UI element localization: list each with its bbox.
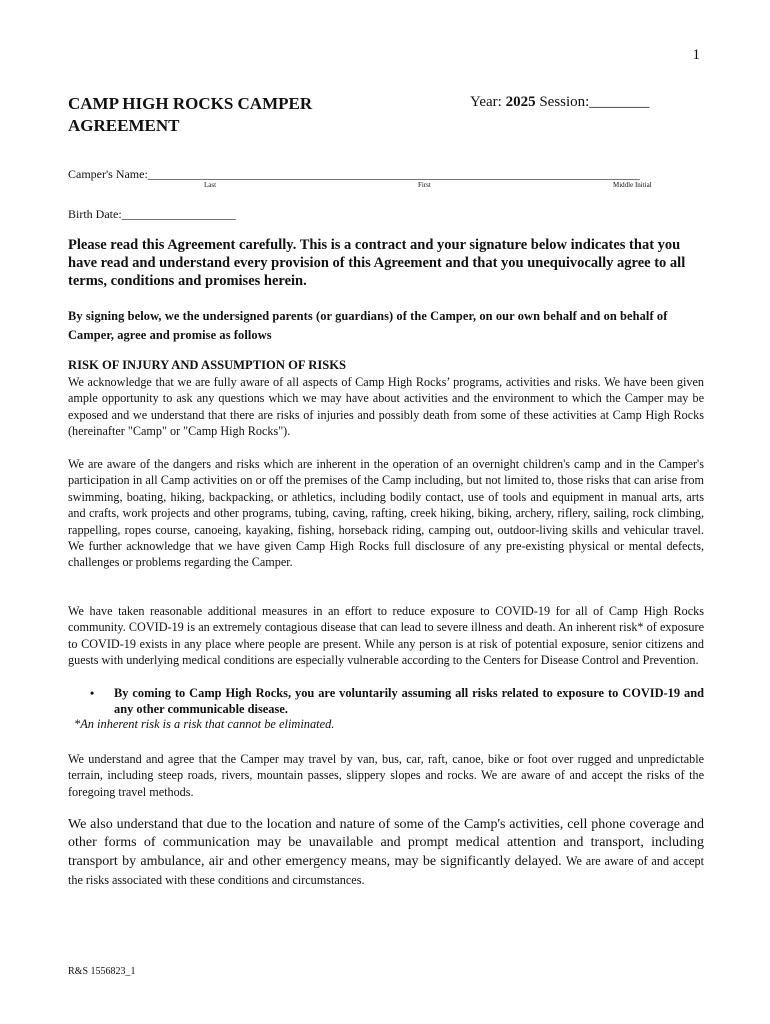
footnote-inherent-risk: *An inherent risk is a risk that cannot be eliminated. <box>74 717 335 731</box>
section-heading-risk: RISK OF INJURY AND ASSUMPTION OF RISKS <box>68 358 347 372</box>
paragraph-communication <box>68 816 704 890</box>
bullet-text: By coming to Camp High Rocks, you are voluntarily assuming all risks related to exposure to COVID-19 and any other communicable disease. <box>114 686 704 716</box>
session-field: Session:________ <box>539 94 650 110</box>
document-title: CAMP HIGH ROCKS CAMPER AGREEMENT <box>68 94 313 135</box>
paragraph-communication-tail: We are aware of and accept the risks associated with these conditions and circumstances. <box>68 854 704 887</box>
camper-name-field: Camper's Name:__________________________________________________________________________________ <box>68 167 640 181</box>
sublabel-middle-initial: Middle Initial <box>613 181 652 189</box>
paragraph-dangers: We are aware of the dangers and risks which are inherent in the operation of an overnight children's camp and in the Camper's participation in all Camp activities on or off the premises of the Camp including, but not limited to, those risks that can arise from swimming, boating, hiking, backpacking, or athletics, including bodily contact, use of tools and equipment in manual arts, arts and crafts, work projects and other programs, tubing, caving, rafting, creek hiking, biking, archery, riflery, sailing, rock climbing, rappelling, ropes course, canoeing, kayaking, fishing, horseback riding, camping out, outdoor-living skills and vehicular travel. We further acknowledge that we have given Camp High Rocks full disclosure of any pre-existing physical or mental defects, challenges or problems regarding the Camper. <box>68 457 704 570</box>
paragraph-acknowledgement: We acknowledge that we are fully aware of all aspects of Camp High Rocks’ programs, activities and risks. We have been given ample opportunity to ask any questions which we may have about activities and the environment to which the Camper may be exposed and we understand that there are risks of injuries and possibly death from some of these activities at Camp High Rocks (hereinafter "Camp" or "Camp High Rocks"). <box>68 375 704 439</box>
bullet-icon: • <box>90 686 95 700</box>
signing-statement: By signing below, we the undersigned parents (or guardians) of the Camper, on our own behalf and on behalf of Camper, agree and promise as follows <box>68 309 668 342</box>
footer-document-code: R&S 1556823_1 <box>68 966 136 977</box>
paragraph-travel: We understand and agree that the Camper may travel by van, bus, car, raft, canoe, bike or foot over rugged and unpredictable terrain, including steep roads, rivers, mountain passes, slippery slopes and rocks. We are aware of and accept the risks of the foregoing travel methods. <box>68 752 704 799</box>
paragraph-covid: We have taken reasonable additional measures in an effort to reduce exposure to COVID-19 for all of Camp High Rocks community. COVID-19 is an extremely contagious disease that can lead to severe illness and death. An inherent risk* of exposure to COVID-19 exists in any place where people are present. While any person is at risk of potential exposure, senior citizens and guests with underlying medical conditions are especially vulnerable according to the Centers for Disease Control and Prevention. <box>68 604 704 668</box>
year-value: 2025 <box>505 94 536 110</box>
birth-date-field: Birth Date:___________________ <box>68 207 236 221</box>
intro-statement: Please read this Agreement carefully. This is a contract and your signature below indicates that you have read and understand every provision of this Agreement and that you unequivocally agree to all terms, conditions and promises herein. <box>68 237 686 289</box>
sublabel-last: Last <box>204 181 217 189</box>
year-label: Year: <box>470 94 502 110</box>
paragraph-communication-main: We also understand that due to the location and nature of some of the Camp's activities, cell phone coverage and other forms of communication may be unavailable and prompt medical attention and transport, including transport by ambulance, air and other emergency means, may be significantly delayed. <box>68 817 704 869</box>
bullet-item-covid-risk <box>90 685 704 717</box>
page-number: 1 <box>692 47 700 63</box>
sublabel-first: First <box>418 181 431 189</box>
year-session-line <box>470 94 649 111</box>
